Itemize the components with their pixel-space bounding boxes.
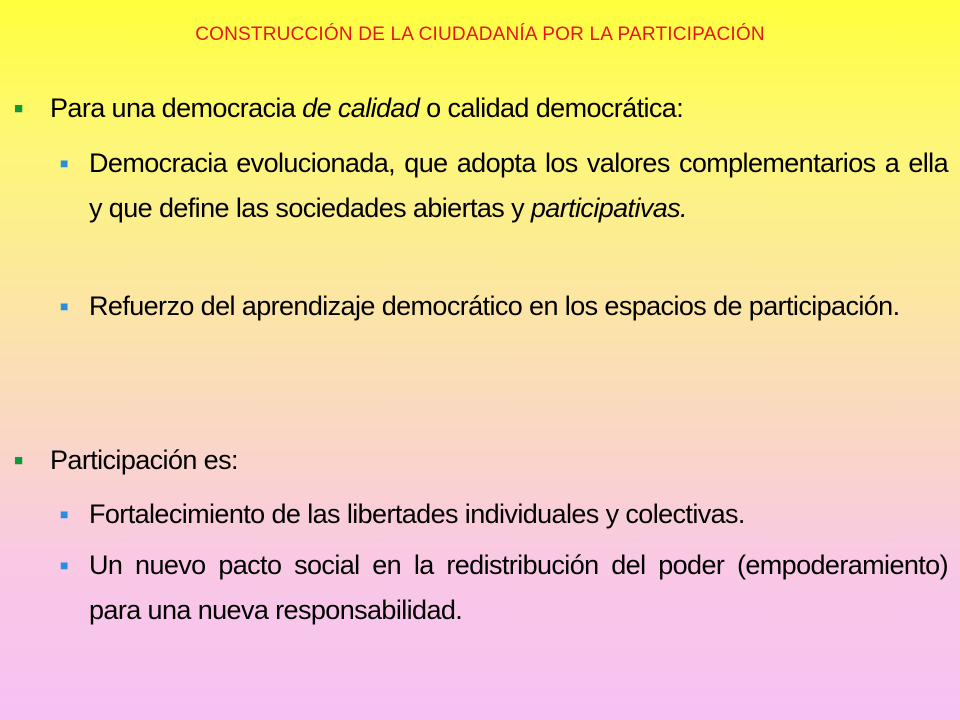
bullet-text: Refuerzo del aprendizaje democrático en los espacios de participación.: [89, 291, 900, 321]
slide-title: CONSTRUCCIÓN DE LA CIUDADANÍA POR LA PARTICIPACIÓN: [195, 24, 765, 45]
bullet-item-participacion-es: [14, 438, 934, 483]
bullet-item-refuerzo-aprendizaje: [60, 284, 948, 329]
bullet-text-part: o calidad democrática:: [419, 93, 684, 123]
square-bullet-icon: ■: [14, 100, 23, 117]
bullet-item-fortalecimiento: [60, 492, 948, 537]
bullet-text: Un nuevo pacto social en la redistribución del poder (empoderamiento) para una nueva responsabilidad.: [89, 550, 948, 625]
bullet-text: [50, 86, 934, 131]
bullet-text-italic: de calidad: [302, 93, 420, 123]
square-bullet-icon: ■: [14, 452, 23, 469]
square-bullet-icon: ■: [60, 557, 68, 573]
square-bullet-icon: ■: [60, 506, 68, 522]
bullet-text-part: Para una democracia: [50, 93, 303, 123]
bullet-text-italic: participativas.: [530, 193, 687, 223]
bullet-text: Participación es:: [50, 445, 238, 475]
bullet-item-democracia-calidad: [14, 86, 934, 131]
square-bullet-icon: ■: [60, 155, 68, 171]
bullet-item-democracia-evolucionada: [60, 141, 948, 231]
bullet-item-nuevo-pacto: [60, 543, 948, 633]
bullet-text-part: Democracia evolucionada, que adopta los valores complementarios a ella y que define las sociedades abiertas y: [89, 148, 948, 223]
bullet-text: Fortalecimiento de las libertades individuales y colectivas.: [89, 499, 745, 529]
square-bullet-icon: ■: [60, 298, 68, 314]
bullet-text: [89, 141, 948, 231]
